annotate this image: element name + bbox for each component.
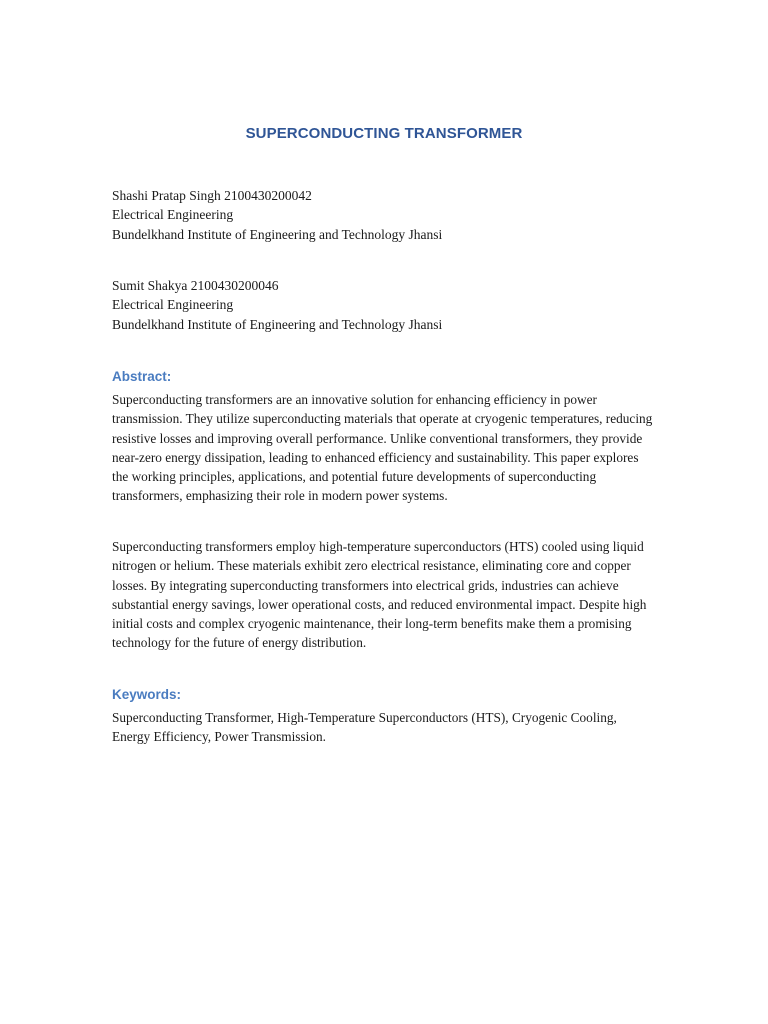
author-block-1 (112, 186, 652, 244)
author-name-line: Sumit Shakya 2100430200046 (112, 278, 279, 293)
paper-title: SUPERCONDUCTING TRANSFORMER (245, 125, 523, 142)
abstract-heading: Abstract: (112, 369, 172, 384)
author-block-2 (112, 276, 652, 334)
author-institute: Bundelkhand Institute of Engineering and Technology Jhansi (112, 226, 443, 242)
keywords-heading: Keywords: (112, 687, 182, 702)
abstract-paragraph-2: Superconducting transformers employ high-temperature superconductors (HTS) cooled using liquid nitrogen or helium. These materials exhibit zero electrical resistance, eliminating core and copper losses. By integrating superconducting transformers into electrical grids, industries can achieve substantial energy savings, lower operational costs, and reduced environmental impact. Despite high initial costs and complex cryogenic maintenance, their long-term benefits make them a promising technology for the future of energy distribution. (112, 539, 647, 651)
abstract-paragraph-1: Superconducting transformers are an innovative solution for enhancing efficiency in power transmission. They utilize superconducting materials that operate at cryogenic temperatures, reducing resistive losses and improving overall performance. Unlike conventional transformers, they provide near-zero energy dissipation, leading to enhanced efficiency and sustainability. This paper explores the working principles, applications, and potential future developments of superconducting transformers, emphasizing their role in modern power systems. (112, 392, 653, 504)
author-name-line: Shashi Pratap Singh 2100430200042 (112, 188, 312, 203)
author-institute: Bundelkhand Institute of Engineering and Technology Jhansi (112, 316, 443, 332)
keywords-text: Superconducting Transformer, High-Temperature Superconductors (HTS), Cryogenic Cooling, Energy Efficiency, Power Transmission. (112, 710, 617, 745)
author-department: Electrical Engineering (112, 297, 234, 313)
author-department: Electrical Engineering (112, 207, 234, 223)
